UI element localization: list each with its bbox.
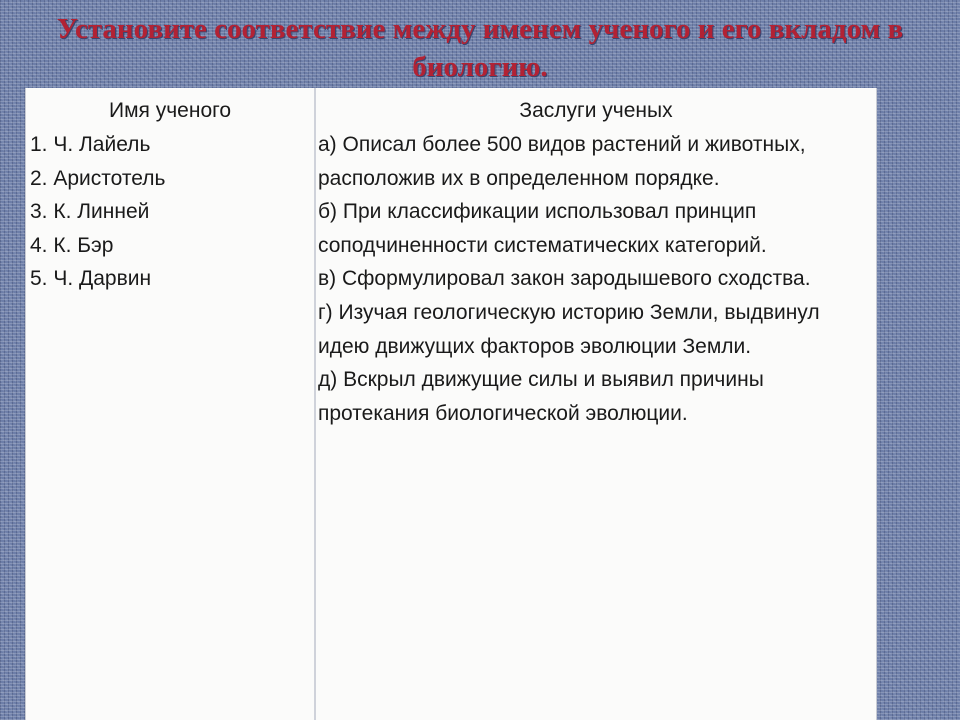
merit-item: а) Описал более 500 видов растений и животных, расположив их в определенном порядке. <box>318 133 806 190</box>
matching-table <box>25 88 877 720</box>
scientists-column <box>30 96 310 296</box>
scientist-item: 2. Аристотель <box>30 166 166 190</box>
scientists-list <box>30 128 310 296</box>
scientists-header: Имя ученого <box>108 99 231 122</box>
scientist-item: 4. К. Бэр <box>30 233 114 257</box>
merit-item: б) При классификации использовал принцип соподчиненности систематических категорий. <box>318 200 767 257</box>
merit-item: в) Сформулировал закон зародышевого сходства. <box>318 267 811 291</box>
merit-item: д) Вскрыл движущие силы и выявил причины протекания биологической эволюции. <box>318 368 764 425</box>
merits-column <box>318 96 874 430</box>
scientist-item: 1. Ч. Лайель <box>30 133 151 156</box>
merit-item: г) Изучая геологическую историю Земли, выдвинул идею движущих факторов эволюции Земли. <box>318 300 820 358</box>
scientist-item: 3. К. Линней <box>30 200 150 224</box>
merits-header: Заслуги ученых <box>519 99 673 122</box>
slide-title: Установите соответствие между именем ученого и его вкладом в биологию. <box>56 13 904 83</box>
column-divider <box>314 88 316 720</box>
scientist-item: 5. Ч. Дарвин <box>30 267 152 291</box>
